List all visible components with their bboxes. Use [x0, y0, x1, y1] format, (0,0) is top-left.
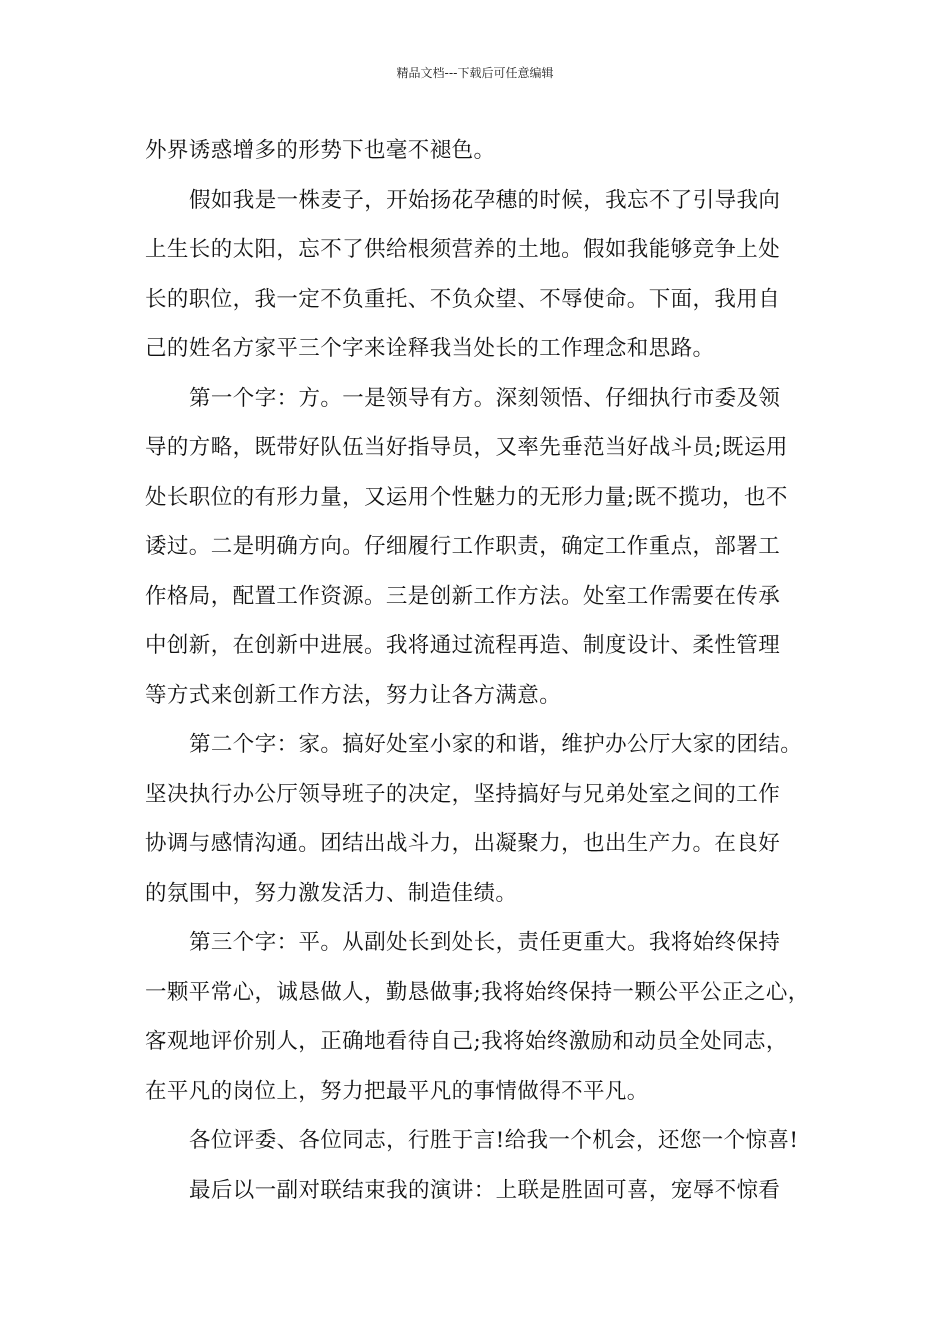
text-line: 己的姓名方家平三个字来诠释我当处长的工作理念和思路。	[145, 336, 715, 361]
text-line: 在平凡的岗位上，努力把最平凡的事情做得不平凡。	[145, 1078, 649, 1104]
text-line: 各位评委、各位同志，行胜于言!给我一个机会，还您一个惊喜!	[189, 1128, 799, 1153]
document-body	[145, 126, 810, 1215]
text-line: 第一个字：方。一是领导有方。深刻领悟、仔细执行市委及领	[189, 385, 781, 411]
text-line: 诿过。二是明确方向。仔细履行工作职责，确定工作重点，部署工	[145, 534, 781, 559]
text-line: 长的职位，我一定不负重托、不负众望、不辱使命。下面，我用自	[145, 286, 781, 312]
text-line: 等方式来创新工作方法，努力让各方满意。	[145, 682, 562, 708]
text-line: 协调与感情沟通。团结出战斗力，出凝聚力，也出生产力。在良好	[145, 831, 781, 856]
text-line: 中创新，在创新中进展。我将通过流程再造、制度设计、柔性管理	[145, 633, 781, 658]
text-line: 外界诱惑增多的形势下也毫不褪色。	[145, 138, 496, 163]
text-line: 上生长的太阳，忘不了供给根须营养的土地。假如我能够竞争上处	[145, 237, 781, 262]
page-header: 精品文档---下载后可任意编辑	[396, 66, 554, 80]
text-line: 一颗平常心，诚恳做人，勤恳做事;我将始终保持一颗公平公正之心，	[145, 979, 810, 1005]
text-line: 坚决执行办公厅领导班子的决定，坚持搞好与兄弟处室之间的工作	[145, 781, 781, 807]
text-line: 的氛围中，努力激发活力、制造佳绩。	[145, 880, 518, 906]
text-line: 假如我是一株麦子，开始扬花孕穗的时候，我忘不了引导我向	[189, 187, 781, 213]
text-line: 作格局，配置工作资源。三是创新工作方法。处室工作需要在传承	[145, 583, 781, 609]
text-line: 客观地评价别人，正确地看待自己;我将始终激励和动员全处同志，	[145, 1029, 788, 1054]
text-line: 第二个字：家。搞好处室小家的和谐，维护办公厅大家的团结。	[189, 732, 803, 757]
text-line: 第三个字：平。从副处长到处长，责任更重大。我将始终保持	[189, 930, 781, 955]
text-line: 处长职位的有形力量，又运用个性魅力的无形力量;既不揽功，也不	[145, 484, 788, 510]
text-line: 导的方略，既带好队伍当好指导员，又率先垂范当好战斗员;既运用	[145, 435, 788, 460]
text-line: 最后以一副对联结束我的演讲：上联是胜固可喜，宠辱不惊看	[189, 1177, 781, 1203]
